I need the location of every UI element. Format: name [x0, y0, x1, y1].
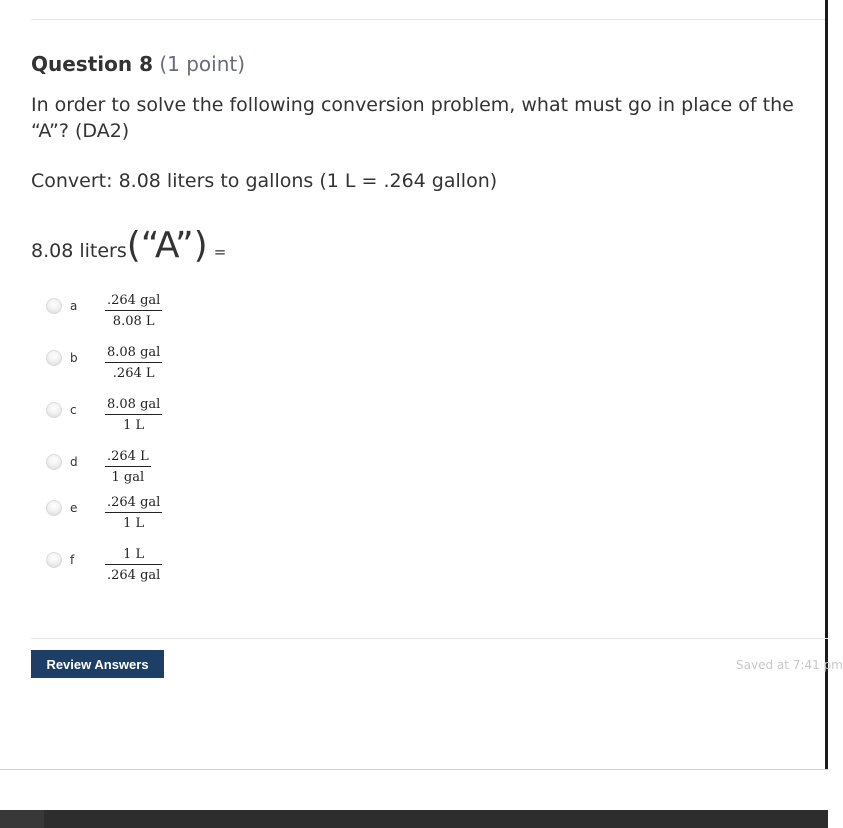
- conversion-expression: [31, 225, 226, 266]
- radio-button-a[interactable]: [46, 298, 62, 314]
- fraction-denominator: 1 L: [123, 418, 145, 433]
- fraction-numerator: .264 gal: [107, 495, 161, 510]
- saved-status: Saved at 7:41 pm: [736, 658, 843, 672]
- option-fraction: [105, 345, 162, 381]
- fraction-denominator: 8.08 L: [112, 314, 155, 329]
- expression-equals: =: [213, 243, 227, 261]
- fraction-denominator: 1 gal: [111, 470, 145, 485]
- fraction-denominator: 1 L: [123, 516, 145, 531]
- option-fraction: [105, 293, 162, 329]
- option-fraction: [105, 547, 162, 583]
- fraction-numerator: 8.08 gal: [107, 345, 161, 360]
- fraction-denominator: .264 gal: [107, 568, 161, 583]
- footer-bar: [0, 810, 828, 828]
- option-letter: f: [70, 553, 75, 567]
- answer-option-a[interactable]: [0, 293, 400, 342]
- expression-a: (“A”): [126, 225, 208, 266]
- expression-liters: 8.08 liters: [31, 240, 127, 262]
- option-letter: d: [70, 455, 78, 469]
- radio-button-f[interactable]: [46, 552, 62, 568]
- answer-option-e[interactable]: [0, 495, 400, 544]
- question-header: [31, 52, 245, 76]
- answer-option-b[interactable]: [0, 345, 400, 394]
- bottom-divider: [31, 638, 828, 639]
- option-letter: b: [70, 351, 78, 365]
- question-points: (1 point): [159, 52, 246, 76]
- option-fraction: [105, 495, 162, 531]
- question-title: Question 8: [31, 52, 153, 76]
- footer-notch: [0, 810, 44, 828]
- radio-button-d[interactable]: [46, 454, 62, 470]
- conversion-statement: Convert: 8.08 liters to gallons (1 L = .264 gallon): [31, 170, 498, 192]
- fraction-numerator: 1 L: [123, 547, 145, 562]
- footer-divider: [0, 769, 828, 770]
- answer-option-f[interactable]: [0, 547, 400, 596]
- option-fraction: [105, 397, 162, 433]
- fraction-numerator: .264 L: [107, 449, 149, 464]
- option-fraction: [105, 449, 151, 485]
- option-letter: a: [70, 299, 78, 313]
- radio-button-c[interactable]: [46, 402, 62, 418]
- radio-button-e[interactable]: [46, 500, 62, 516]
- option-letter: c: [70, 403, 77, 417]
- answer-option-c[interactable]: [0, 397, 400, 446]
- fraction-numerator: .264 gal: [107, 293, 161, 308]
- radio-button-b[interactable]: [46, 350, 62, 366]
- fraction-denominator: .264 L: [112, 366, 155, 381]
- review-answers-button[interactable]: Review Answers: [31, 650, 164, 678]
- question-text: In order to solve the following conversion problem, what must go in place of the “A”? (DA2): [31, 94, 794, 142]
- top-divider: [31, 19, 828, 20]
- option-letter: e: [70, 501, 78, 515]
- fraction-numerator: 8.08 gal: [107, 397, 161, 412]
- answer-option-d[interactable]: [0, 449, 400, 498]
